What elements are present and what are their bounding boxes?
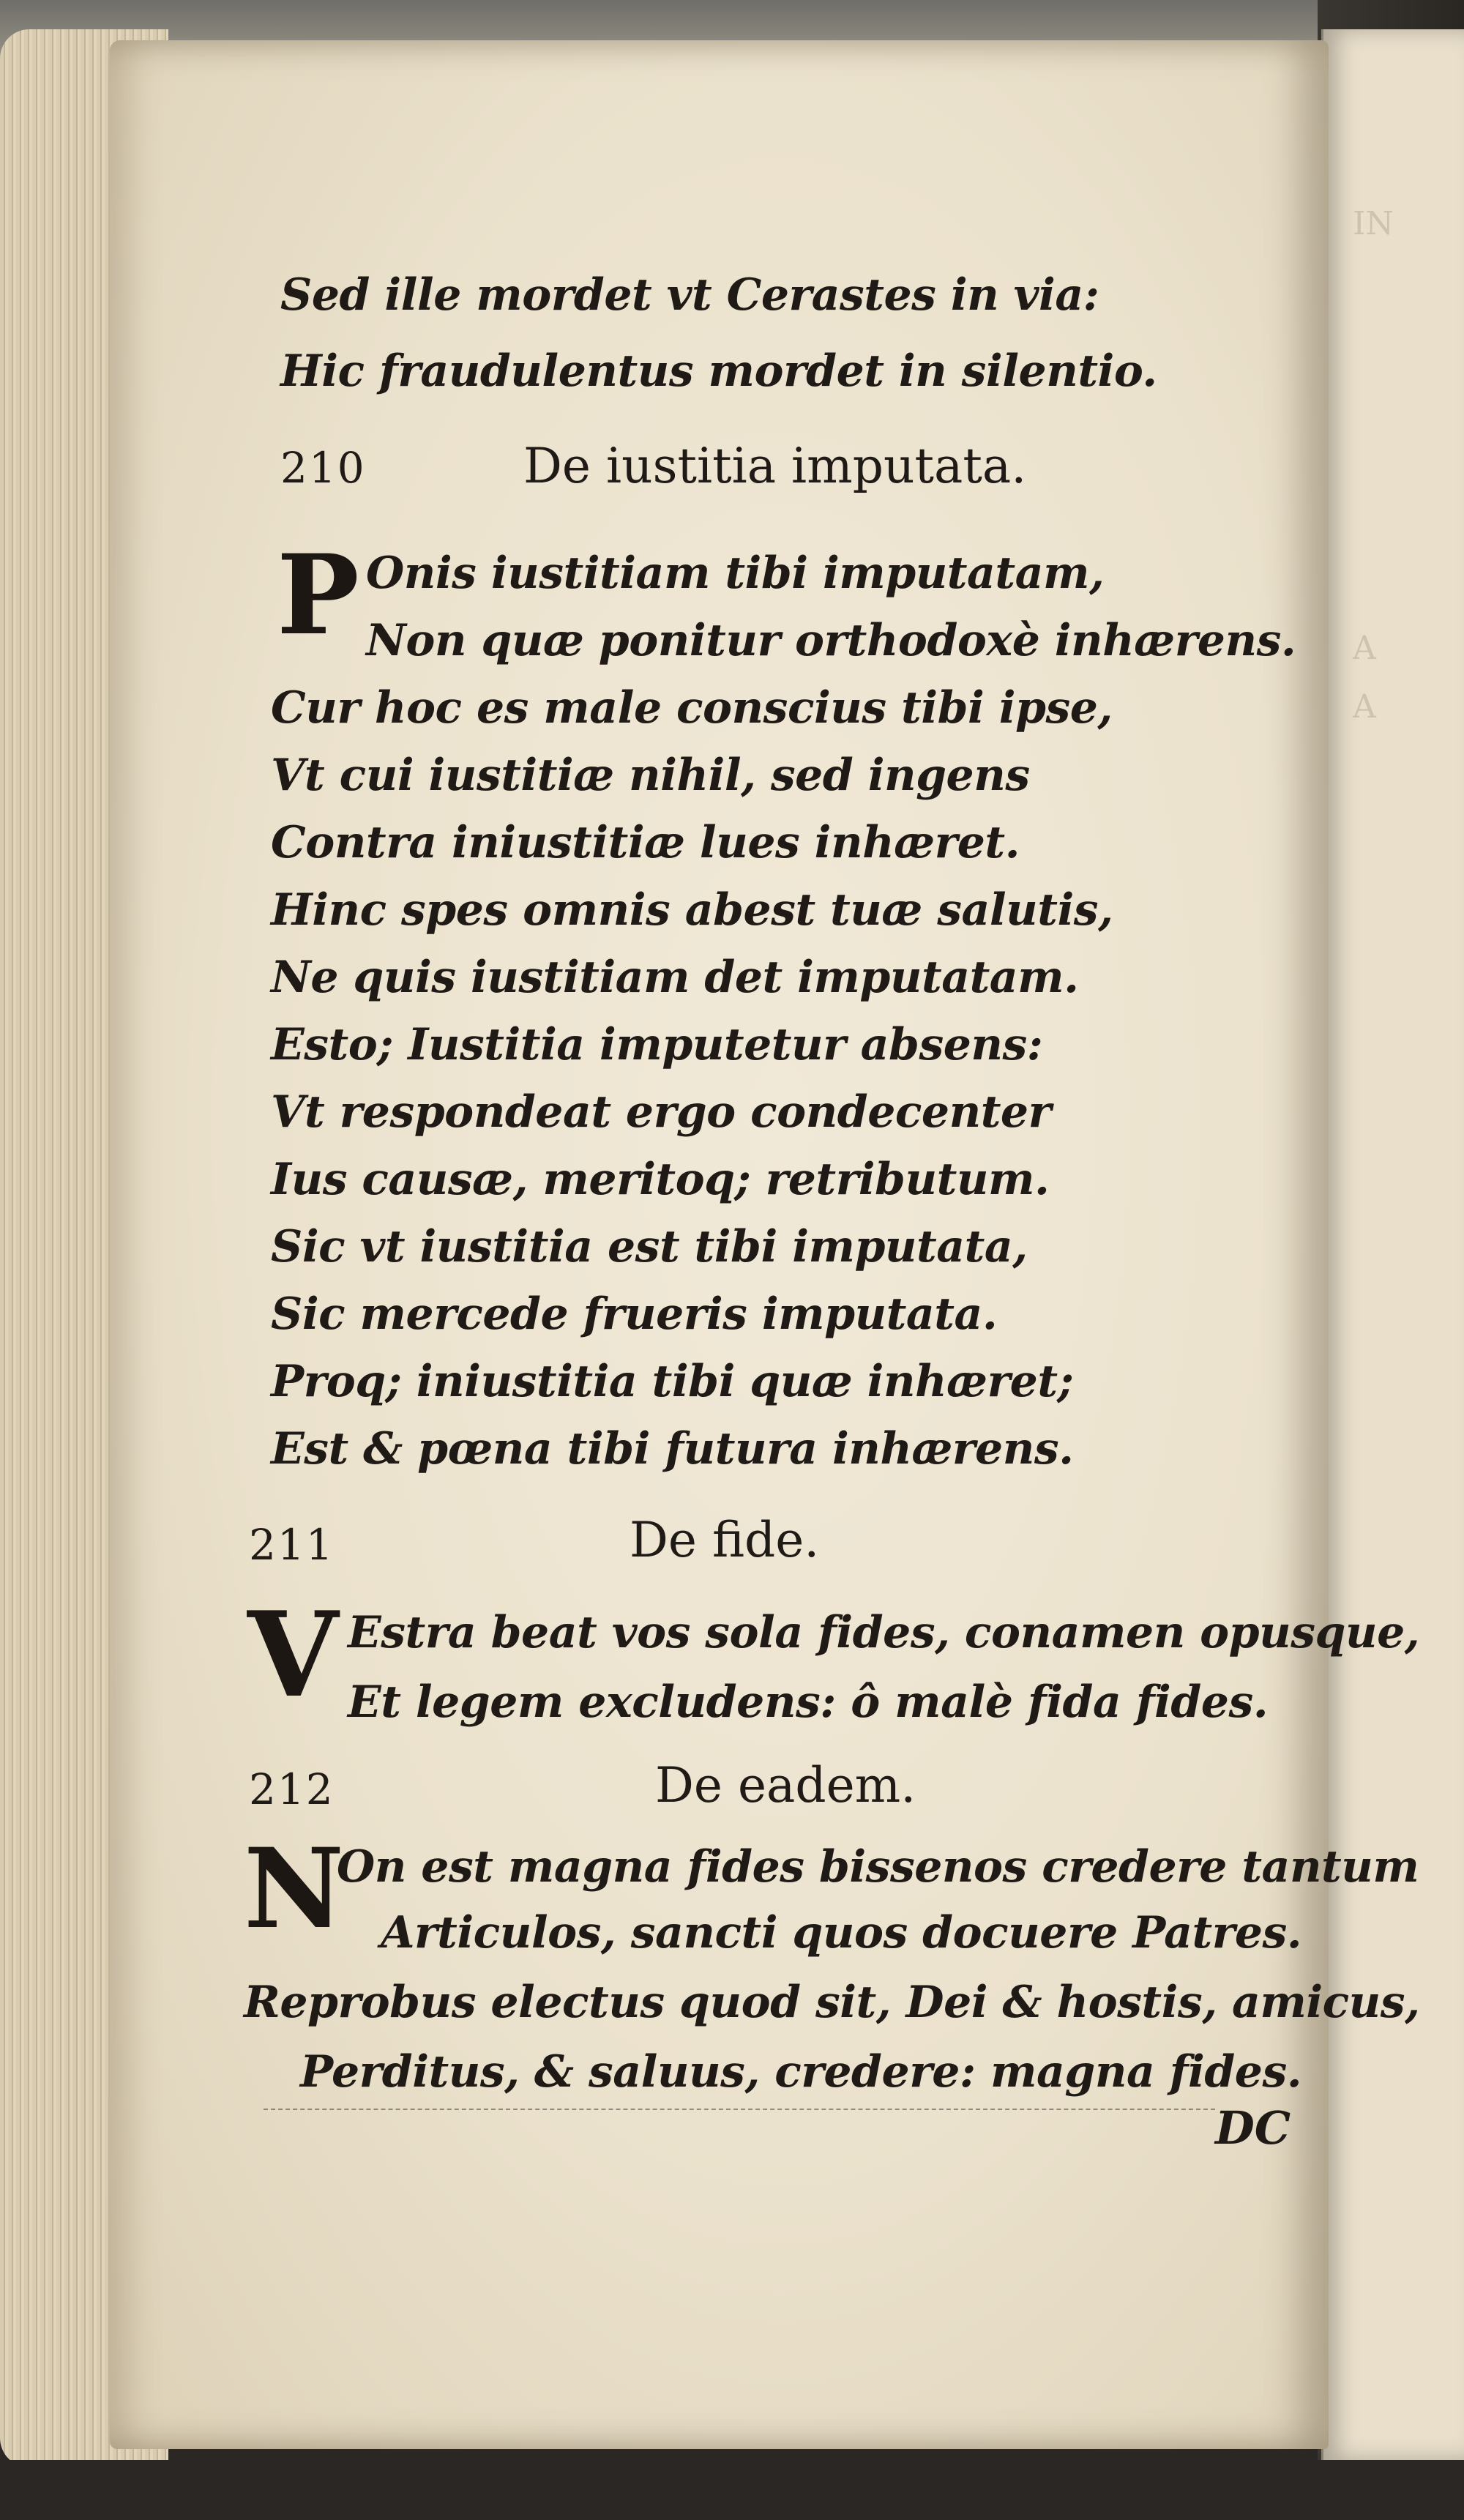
section-212-line-2: Articulos, sancti quos docuere Patres. [381,1907,1302,1958]
section-211-line-2: Et legem excludens: ô malè fida fides. [348,1677,1269,1728]
section-212-number: 212 [249,1764,335,1814]
facing-page-edge: IN A A [1321,29,1464,2460]
section-210-line-7: Ne quis iustitiam det imputatam. [271,952,1079,1003]
section-210-line-12: Sic mercede frueris imputata. [271,1289,998,1340]
section-210-line-1: Onis iustitiam tibi imputatam, [366,548,1105,599]
scan-bottom-background [0,2460,1464,2520]
section-210-line-9: Vt respondeat ergo condecenter [271,1086,1051,1138]
section-210-line-6: Hinc spes omnis abest tuæ salutis, [271,884,1113,936]
section-210-title: De iustitia imputata. [523,438,1027,494]
section-210-initial: P [277,531,359,660]
section-212-initial: N [244,1824,345,1953]
section-212-line-3: Reprobus electus quod sit, Dei & hostis, amicus, [244,1977,1420,2028]
section-210-line-4: Vt cui iustitiæ nihil, sed ingens [271,750,1030,801]
catchword: DC [1215,2101,1291,2155]
section-211-number: 211 [249,1520,335,1570]
section-211-title: De fide. [630,1512,820,1568]
section-210-line-5: Contra iniustitiæ lues inhæret. [271,817,1020,868]
section-210-line-10: Ius causæ, meritoq; retributum. [271,1154,1050,1205]
top-line-2: Hic fraudulentus mordet in silentio. [280,346,1157,397]
top-line-1: Sed ille mordet vt Cerastes in via: [280,269,1099,321]
section-211-initial: V [247,1586,339,1723]
section-210-line-8: Esto; Iustitia imputetur absens: [271,1019,1043,1070]
section-210-line-2: Non quæ ponitur orthodoxè inhærens. [366,615,1296,666]
section-210-line-11: Sic vt iustitia est tibi imputata, [271,1221,1028,1272]
section-211-line-1: Estra beat vos sola fides, conamen opusque, [348,1607,1420,1658]
section-212-line-1: On est magna fides bissenos credere tantum [337,1841,1419,1893]
section-212-line-4: Perditus, & saluus, credere: magna fides. [300,2046,1302,2098]
section-212-title: De eadem. [655,1757,916,1813]
section-210-line-14: Est & pœna tibi futura inhærens. [271,1423,1074,1475]
section-210-line-13: Proq; iniustitia tibi quæ inhæret; [271,1356,1074,1407]
section-210-line-3: Cur hoc es male conscius tibi ipse, [271,682,1113,734]
bottom-rule [264,2109,1215,2110]
section-210-number: 210 [280,443,366,493]
